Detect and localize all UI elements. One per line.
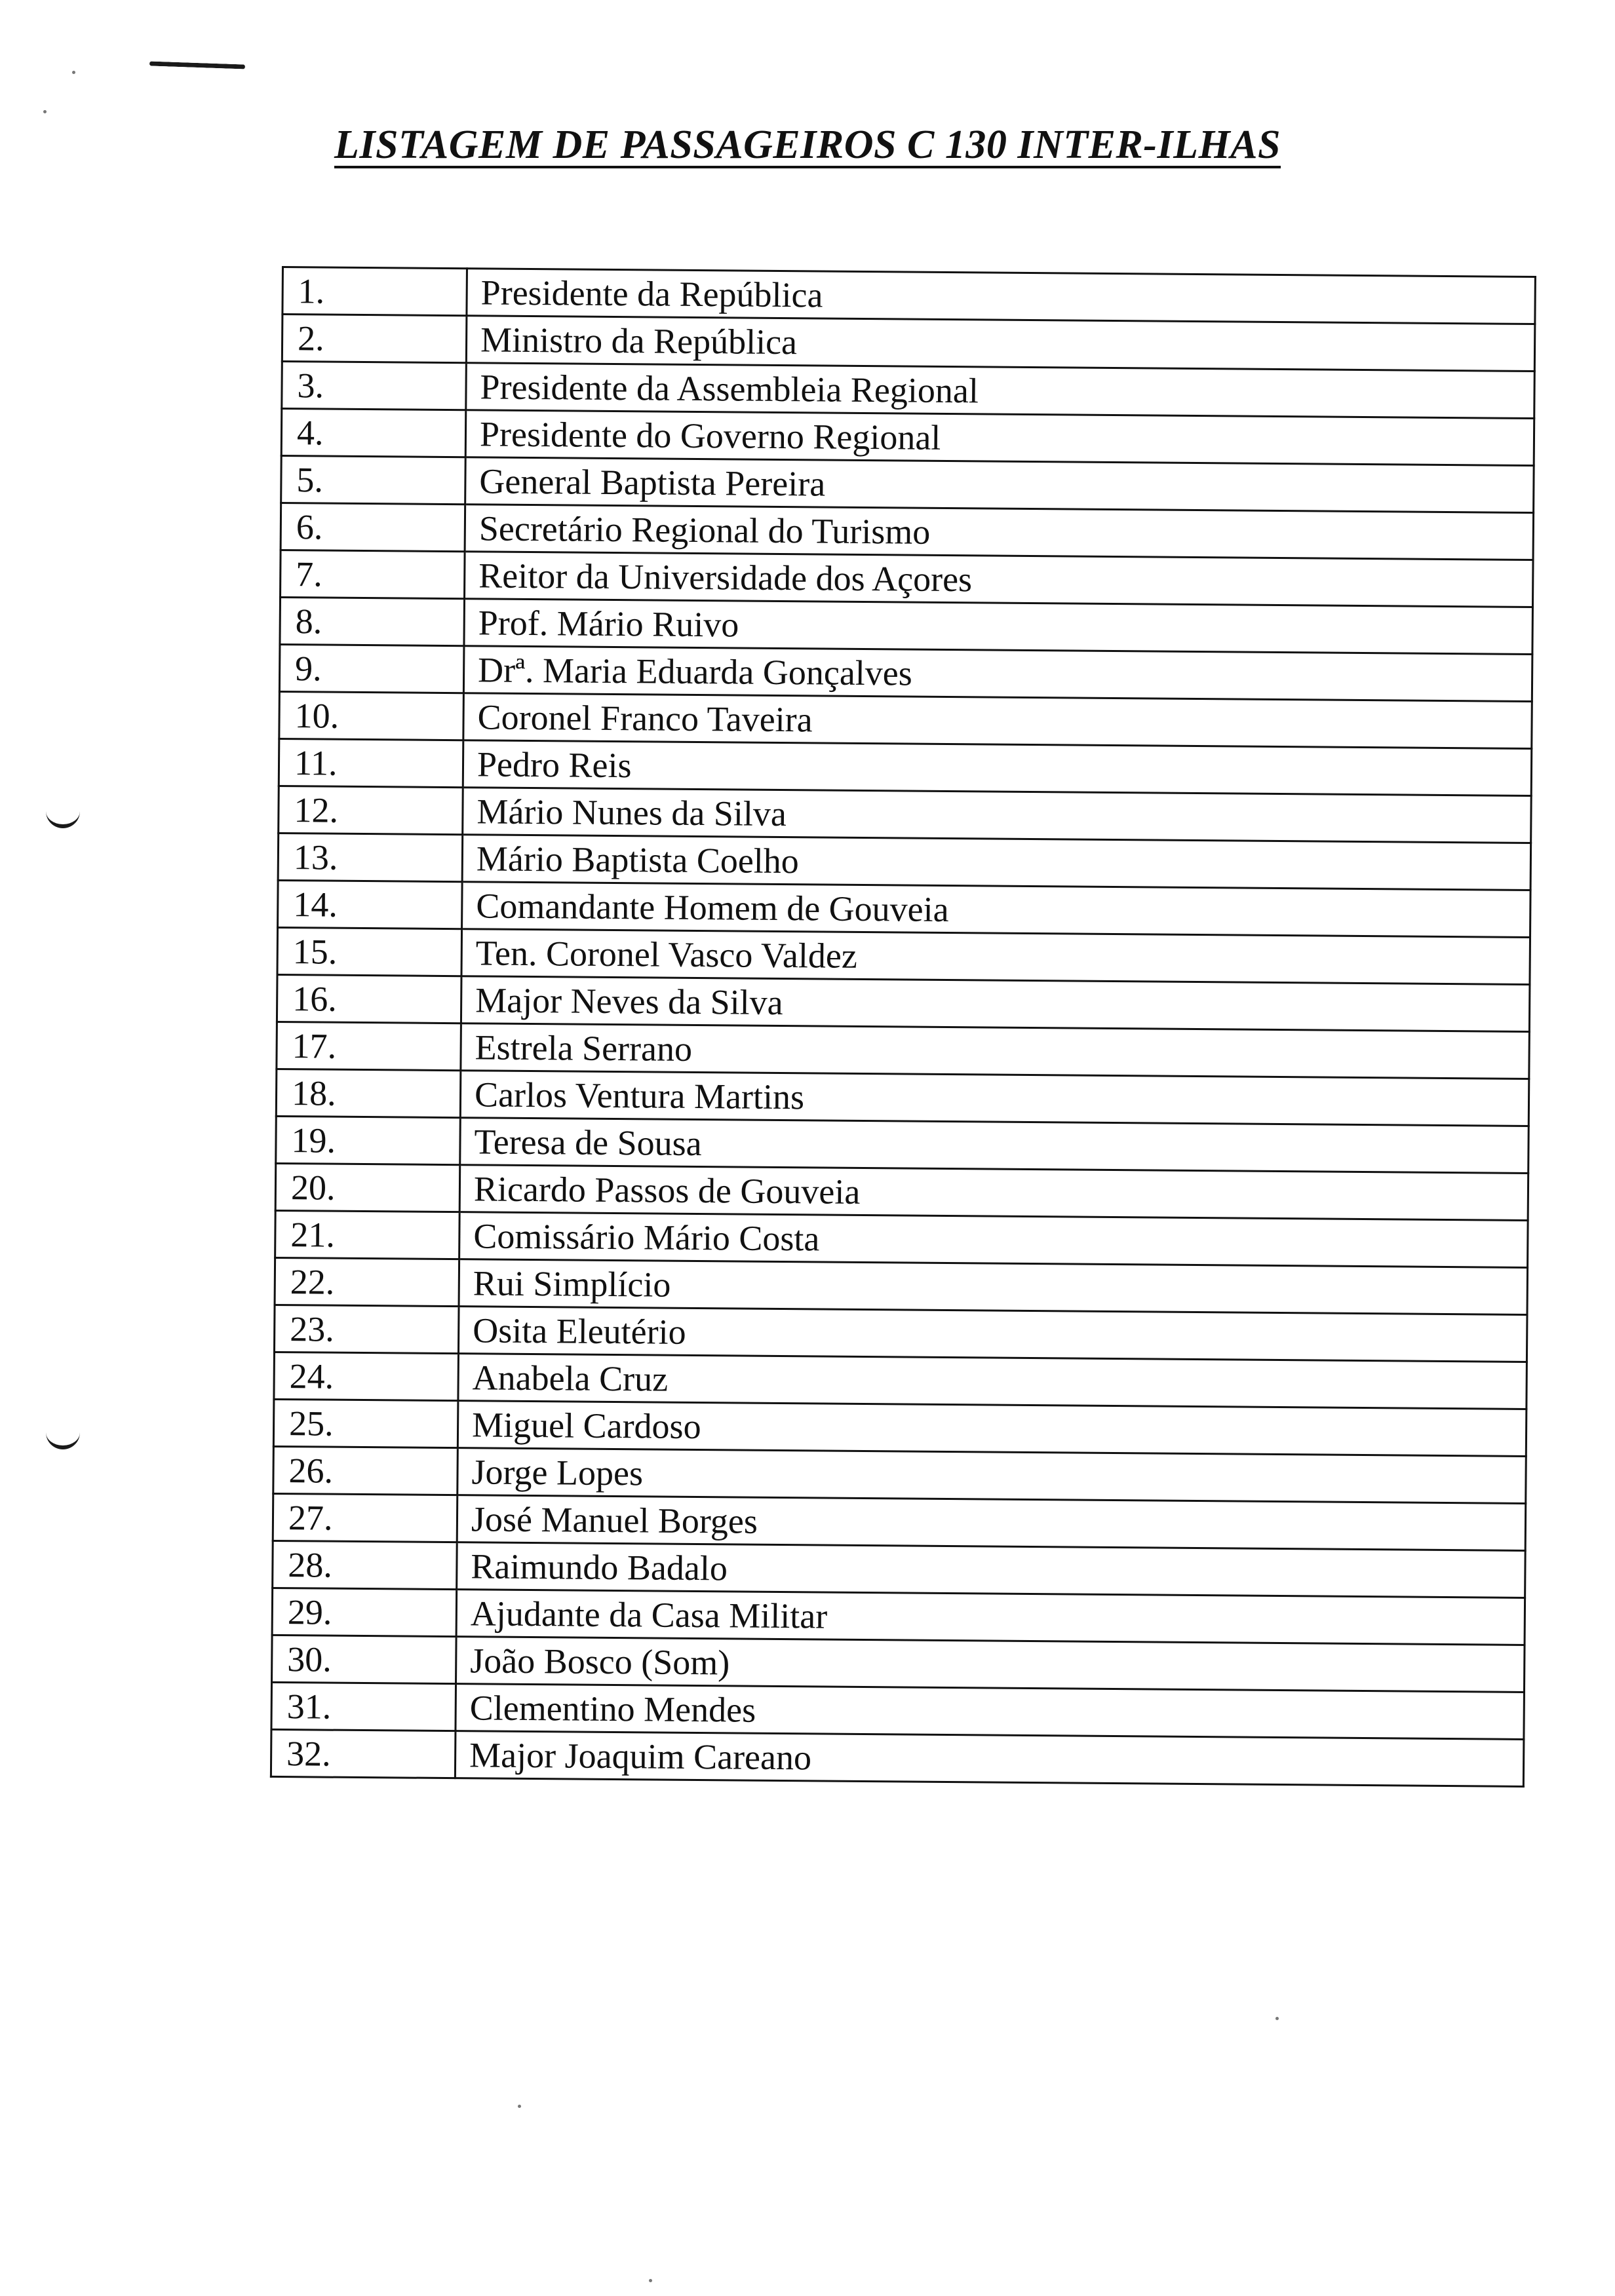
scan-speck bbox=[43, 110, 47, 113]
passenger-number: 22. bbox=[275, 1257, 459, 1306]
passenger-number: 10. bbox=[279, 691, 464, 740]
passenger-name: Drª. Maria Eduarda Gonçalves bbox=[463, 646, 1532, 702]
document-title: LISTAGEM DE PASSAGEIROS C 130 INTER-ILHAS bbox=[334, 123, 1281, 167]
passenger-number: 26. bbox=[273, 1446, 458, 1495]
passenger-name: Presidente da Assembleia Regional bbox=[466, 363, 1535, 419]
passenger-name: Major Neves da Silva bbox=[461, 976, 1530, 1032]
passenger-name: Ten. Coronel Vasco Valdez bbox=[461, 929, 1530, 985]
binder-hole-mark bbox=[46, 1428, 80, 1449]
passenger-number: 19. bbox=[276, 1116, 461, 1164]
passenger-rows bbox=[271, 267, 1535, 1787]
passenger-number: 8. bbox=[280, 597, 465, 645]
passenger-number: 25. bbox=[273, 1399, 458, 1447]
passenger-name: Miguel Cardoso bbox=[457, 1401, 1527, 1457]
passenger-number: 32. bbox=[271, 1729, 456, 1778]
passenger-number: 31. bbox=[271, 1682, 456, 1731]
passenger-number: 16. bbox=[277, 974, 461, 1023]
passenger-table bbox=[270, 266, 1536, 1788]
passenger-number: 1. bbox=[282, 267, 467, 316]
passenger-number: 5. bbox=[281, 456, 466, 505]
passenger-name: Comissário Mário Costa bbox=[459, 1212, 1528, 1268]
passenger-number: 2. bbox=[282, 315, 467, 363]
scan-speck bbox=[1275, 2017, 1279, 2020]
passenger-name: Pedro Reis bbox=[463, 740, 1532, 796]
passenger-number: 20. bbox=[275, 1163, 460, 1212]
scan-speck bbox=[72, 71, 75, 74]
passenger-name: Clementino Mendes bbox=[456, 1684, 1525, 1740]
passenger-name: Rui Simplício bbox=[459, 1259, 1528, 1315]
passenger-name: Coronel Franco Taveira bbox=[463, 693, 1532, 749]
passenger-number: 21. bbox=[275, 1210, 460, 1259]
passenger-name: José Manuel Borges bbox=[457, 1495, 1526, 1551]
passenger-name: Mário Baptista Coelho bbox=[462, 835, 1531, 890]
passenger-name: Jorge Lopes bbox=[457, 1448, 1527, 1504]
passenger-number: 23. bbox=[274, 1305, 459, 1353]
passenger-number: 15. bbox=[277, 927, 462, 976]
passenger-number: 24. bbox=[274, 1352, 459, 1400]
passenger-name: General Baptista Pereira bbox=[465, 457, 1534, 513]
passenger-number: 28. bbox=[273, 1540, 457, 1589]
passenger-name: Osita Eleutério bbox=[458, 1307, 1527, 1362]
passenger-number: 11. bbox=[279, 738, 463, 787]
passenger-name: Ajudante da Casa Militar bbox=[456, 1590, 1525, 1645]
passenger-name: Teresa de Sousa bbox=[460, 1118, 1529, 1174]
passenger-name: Mário Nunes da Silva bbox=[463, 788, 1532, 843]
passenger-number: 6. bbox=[281, 503, 465, 552]
passenger-name: Ricardo Passos de Gouveia bbox=[459, 1165, 1528, 1221]
passenger-number: 27. bbox=[273, 1493, 457, 1542]
scan-speck bbox=[518, 2105, 521, 2108]
passenger-name: Anabela Cruz bbox=[458, 1354, 1527, 1409]
scan-speck bbox=[649, 2279, 652, 2282]
passenger-name: Raimundo Badalo bbox=[457, 1542, 1526, 1598]
passenger-name: Carlos Ventura Martins bbox=[460, 1071, 1529, 1126]
passenger-name: Presidente da República bbox=[467, 269, 1536, 324]
passenger-row bbox=[271, 1729, 1524, 1786]
passenger-number: 3. bbox=[282, 362, 467, 410]
passenger-name: João Bosco (Som) bbox=[456, 1637, 1525, 1693]
passenger-name: Reitor da Universidade dos Açores bbox=[465, 552, 1534, 607]
passenger-name: Prof. Mário Ruivo bbox=[464, 599, 1533, 655]
passenger-number: 12. bbox=[279, 786, 463, 834]
passenger-name: Comandante Homem de Gouveia bbox=[462, 882, 1531, 938]
passenger-name: Estrela Serrano bbox=[461, 1024, 1530, 1079]
passenger-number: 17. bbox=[277, 1022, 461, 1070]
passenger-name: Presidente do Governo Regional bbox=[465, 410, 1534, 466]
pen-stroke-mark bbox=[149, 61, 245, 69]
passenger-name: Major Joaquim Careano bbox=[455, 1731, 1524, 1787]
passenger-number: 13. bbox=[278, 833, 463, 881]
passenger-number: 7. bbox=[281, 550, 465, 598]
passenger-number: 30. bbox=[272, 1635, 457, 1683]
passenger-number: 29. bbox=[272, 1588, 457, 1636]
passenger-name: Ministro da República bbox=[466, 316, 1535, 372]
passenger-number: 9. bbox=[279, 644, 464, 693]
passenger-number: 14. bbox=[278, 880, 463, 928]
passenger-name: Secretário Regional do Turismo bbox=[465, 505, 1534, 560]
binder-hole-mark bbox=[46, 807, 80, 828]
passenger-number: 18. bbox=[276, 1069, 461, 1117]
passenger-number: 4. bbox=[281, 409, 466, 457]
